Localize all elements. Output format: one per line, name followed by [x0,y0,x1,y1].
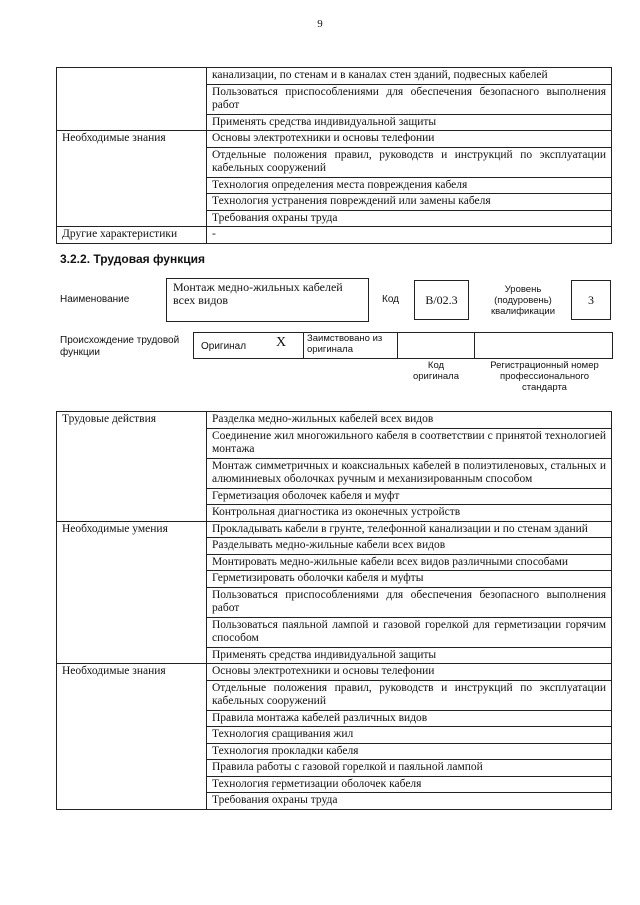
origin-divider [397,332,398,359]
item-cell: Технология сращивания жил [207,727,612,744]
origin-divider [303,332,304,359]
item-cell: Пользоваться приспособлениями для обеспечения безопасного выполнения работ [207,587,612,617]
item-cell: Требования охраны труда [207,793,612,810]
item-cell: Правила работы с газовой горелкой и паяльной лампой [207,760,612,777]
category-cell: Необходимые умения [57,521,207,664]
table-row [57,227,612,244]
name-value: Монтаж медно-жильных кабелей всех видов [166,278,369,322]
item-cell: Соединение жил многожильного кабеля в соответствии с принятой технологией монтажа [207,428,612,458]
table-row [57,68,612,85]
reg-caption: Регистрационный номер профессионального стандарта [490,360,599,393]
item-cell: Прокладывать кабели в грунте, телефонной канализации и по стенам зданий [207,521,612,538]
item-cell: Монтаж симметричных и коаксиальных кабелей в полиэтиленовых, стальных и алюминиевых оболочках ручным и механизированным способом [207,458,612,488]
item-cell: Герметизация оболочек кабеля и муфт [207,488,612,505]
original-mark: X [276,335,287,350]
category-cell: Необходимые знания [57,664,207,810]
top-table [56,67,612,244]
level-value: 3 [571,280,611,320]
category-cell: Другие характеристики [57,227,207,244]
item-cell: Требования охраны труда [207,210,612,227]
code-caption: Код оригинала [412,360,459,382]
page-number: 9 [317,18,323,30]
item-cell: Разделывать медно-жильные кабели всех видов [207,538,612,555]
item-cell: - [207,227,612,244]
origin-box [193,332,613,359]
code-value: B/02.3 [414,280,469,320]
item-cell: Технология герметизации оболочек кабеля [207,776,612,793]
item-cell: Отдельные положения правил, руководств и инструкций по эксплуатации кабельных сооружений [207,680,612,710]
item-cell: Технология устранения повреждений или замены кабеля [207,194,612,211]
main-table [56,411,612,810]
item-cell: Технология определения места повреждения кабеля [207,177,612,194]
item-cell: канализации, по стенам и в каналах стен зданий, подвесных кабелей [207,68,612,85]
item-cell: Основы электротехники и основы телефонии [207,664,612,681]
section-title: 3.2.2. Трудовая функция [60,252,205,266]
category-cell [57,68,207,131]
item-cell: Контрольная диагностика из оконечных устройств [207,505,612,522]
item-cell: Отдельные положения правил, руководств и инструкций по эксплуатации кабельных сооружений [207,147,612,177]
table-row [57,521,612,538]
category-cell: Трудовые действия [57,412,207,522]
table-row [57,412,612,429]
item-cell: Пользоваться приспособлениями для обеспечения безопасного выполнения работ [207,84,612,114]
item-cell: Применять средства индивидуальной защиты [207,647,612,664]
item-cell: Монтировать медно-жильные кабели всех видов различными способами [207,554,612,571]
table-row [57,131,612,148]
origin-divider [474,332,475,359]
item-cell: Правила монтажа кабелей различных видов [207,710,612,727]
code-label: Код [382,294,400,305]
origin-label: Происхождение трудовой функции [60,335,180,358]
category-cell: Необходимые знания [57,131,207,227]
name-label: Наименование [60,294,130,305]
item-cell: Разделка медно-жильных кабелей всех видов [207,412,612,429]
borrowed-label: Заимствовано из оригинала [307,333,383,355]
item-cell: Пользоваться паяльной лампой и газовой горелкой для герметизации горячим способом [207,617,612,647]
item-cell: Применять средства индивидуальной защиты [207,114,612,131]
item-cell: Основы электротехники и основы телефонии [207,131,612,148]
item-cell: Технология прокладки кабеля [207,743,612,760]
item-cell: Герметизировать оболочки кабеля и муфты [207,571,612,588]
original-label: Оригинал [201,341,247,352]
table-row [57,664,612,681]
level-label: Уровень (подуровень) квалификации [490,283,556,317]
